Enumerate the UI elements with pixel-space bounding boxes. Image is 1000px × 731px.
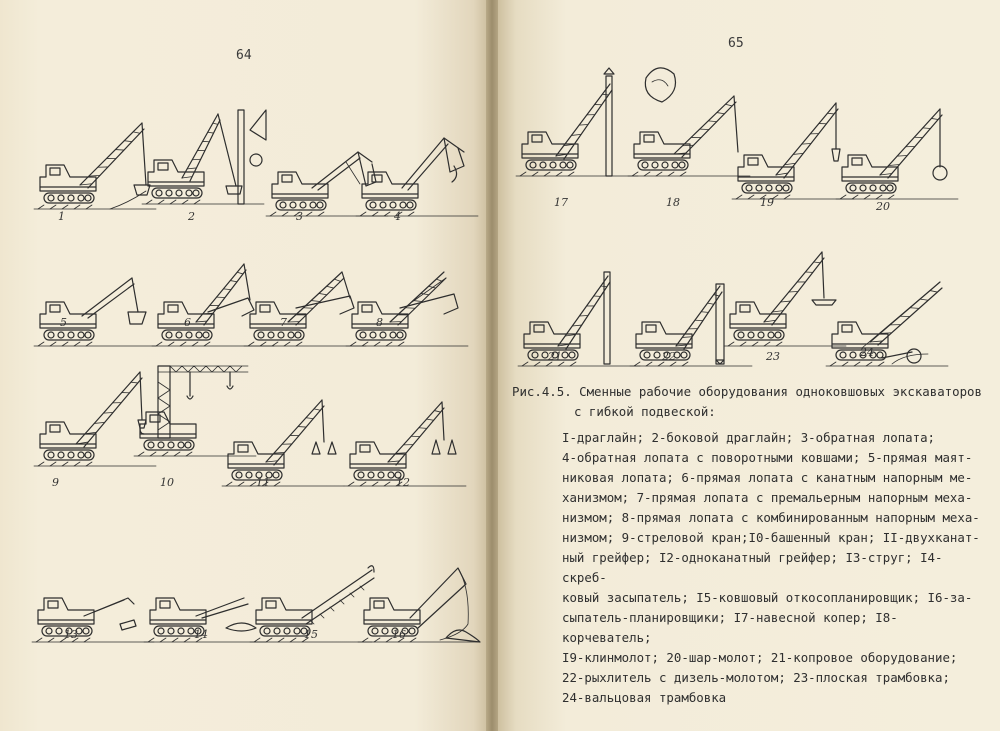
excavator-figure-4 [352, 112, 482, 222]
excavator-figure-17 [512, 72, 642, 182]
figure-number-12: 12 [396, 476, 410, 489]
excavator-figure-20 [832, 95, 962, 205]
figure-number-15: 15 [304, 628, 318, 641]
figure-number-10: 10 [160, 476, 174, 489]
excavator-figure-24 [822, 262, 952, 372]
excavator-figure-5 [30, 242, 160, 352]
figure-number-14: 14 [194, 628, 208, 641]
caption-subtitle: с гибкой подвеской: [574, 404, 716, 419]
figure-caption [512, 382, 982, 708]
excavator-side-dragline-drawing [138, 100, 268, 210]
left-page-number: 64 [236, 48, 252, 63]
excavator-pile-driver-drawing [512, 72, 642, 182]
excavator-pile-equipment-drawing [514, 262, 644, 372]
figure-number-18: 18 [666, 196, 680, 209]
figure-number-6: 6 [184, 316, 191, 329]
figure-number-8: 8 [376, 316, 383, 329]
excavator-backfill-planner-drawing [354, 538, 484, 648]
excavator-figure-2 [138, 100, 268, 210]
right-page-number: 65 [728, 36, 744, 51]
figure-number-19: 19 [760, 196, 774, 209]
excavator-ball-hammer-drawing [832, 95, 962, 205]
excavator-figure-16 [354, 538, 484, 648]
excavator-figure-8 [342, 242, 472, 352]
excavator-figure-13 [28, 538, 158, 648]
figure-number-21: 21 [548, 350, 562, 363]
figure-number-17: 17 [554, 196, 568, 209]
excavator-backhoe-bucket-drawing [352, 112, 482, 222]
caption-legend: I-драглайн; 2-боковой драглайн; 3-обратная лопата; 4-обратная лопата с поворотными ковшами; 5-прямая маят- никовая лопата; 6-прямая лопата с канатным напорным ме- ханизмом; 7-прямая лопата с премальерным напорным меха- низмом; 8-прямая лопата с комбинированным напорным меха- низмом; 9-стреловой кран;I0-башенный кран; II-двухканат- ный грейфер; I2-одноканатный грейфер; I3-струг; I4-скреб- ковый засыпатель; I5-ковшовый откосопланировщик; I6-за- сыпатель-планировщики; I7-навесной копер; I8-корчеватель; I9-клинмолот; 20-шар-молот; 21-копровое оборудование; 22-рыхлитель с дизель-молотом; 23-плоская трамбовка; 24-вальцовая трамбовка [562, 430, 980, 705]
figure-number-4: 4 [394, 210, 401, 223]
figure-number-5: 5 [60, 316, 67, 329]
figure-number-16: 16 [392, 628, 406, 641]
figure-number-13: 13 [64, 628, 78, 641]
figure-number-7: 7 [280, 316, 287, 329]
figure-number-22: 22 [662, 350, 676, 363]
figure-number-9: 9 [52, 476, 59, 489]
excavator-shovel-combined-drawing [342, 242, 472, 352]
excavator-grab-two-drawing [218, 382, 348, 492]
excavator-plow-drawing [28, 538, 158, 648]
figure-number-20: 20 [876, 200, 890, 213]
caption-title: Рис.4.5. Сменные рабочие оборудования одноковшовых экскаваторов [512, 384, 982, 399]
figure-number-3: 3 [296, 210, 303, 223]
excavator-figure-11 [218, 382, 348, 492]
excavator-figure-21 [514, 262, 644, 372]
figure-number-24: 24 [860, 346, 874, 359]
excavator-roller-tamper-drawing [822, 262, 952, 372]
figure-number-11: 11 [256, 476, 270, 489]
excavator-pendulum-shovel-drawing [30, 242, 160, 352]
figure-number-23: 23 [766, 350, 780, 363]
figure-number-2: 2 [188, 210, 195, 223]
book-gutter [486, 0, 498, 731]
figure-number-1: 1 [58, 210, 65, 223]
